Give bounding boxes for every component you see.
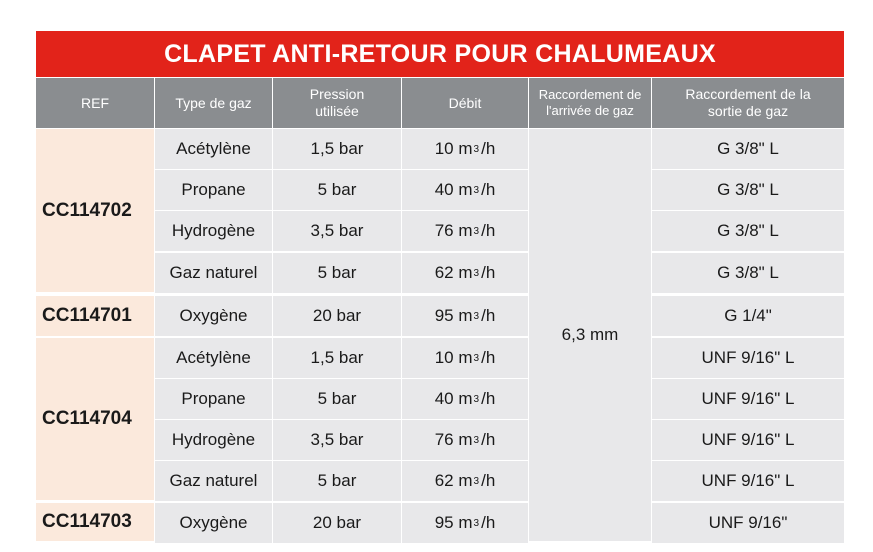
header-arrivee: [529, 78, 651, 128]
header-pression-line1: Pression: [309, 86, 365, 102]
flow-exponent: 3: [473, 267, 480, 279]
ref-label: CC114701: [42, 305, 132, 326]
flow-value: 10: [434, 348, 454, 367]
flow-exponent: 3: [473, 310, 480, 322]
pressure-cell: [273, 211, 401, 251]
pressure-cell: [273, 379, 401, 419]
flow-value: 40: [434, 180, 454, 199]
gas-type-cell: [155, 420, 272, 460]
flow-suffix: /h: [481, 139, 496, 158]
outlet-value: UNF 9/16" L: [701, 389, 795, 408]
gas-type-cell: [155, 170, 272, 210]
pressure-value: 1,5 bar: [310, 139, 364, 158]
flow-exponent: 3: [473, 517, 480, 529]
header-sortie-line1: Raccordement de la: [685, 86, 811, 102]
header-arrivee-line1: Raccordement de: [538, 87, 642, 102]
flow-value: 76: [434, 430, 454, 449]
ref-cell: [36, 129, 154, 292]
outlet-value: G 3/8" L: [717, 180, 779, 199]
flow-exponent: 3: [473, 143, 480, 155]
gas-type-cell: [155, 461, 272, 501]
pressure-cell: [273, 420, 401, 460]
header-type: [155, 78, 272, 128]
flow-value: 95: [434, 306, 454, 325]
outlet-cell: [652, 129, 844, 169]
gas-type-value: Acétylène: [176, 139, 251, 158]
gas-type-cell: [155, 211, 272, 251]
flow-cell: [402, 296, 528, 336]
flow-cell: [402, 420, 528, 460]
flow-cell: [402, 379, 528, 419]
gas-type-cell: [155, 253, 272, 293]
gas-type-value: Propane: [181, 180, 246, 199]
gas-type-cell: [155, 129, 272, 169]
pressure-value: 20 bar: [312, 306, 362, 325]
ref-cell: [36, 296, 154, 336]
header-type-label: Type de gaz: [175, 94, 252, 111]
gas-type-cell: [155, 379, 272, 419]
gas-type-cell: [155, 503, 272, 543]
gas-type-value: Hydrogène: [171, 221, 256, 240]
pressure-cell: [273, 461, 401, 501]
flow-exponent: 3: [473, 434, 480, 446]
header-debit: [402, 78, 528, 128]
pressure-cell: [273, 253, 401, 293]
outlet-value: G 1/4": [724, 306, 772, 325]
flow-cell: [402, 338, 528, 378]
outlet-cell: [652, 338, 844, 378]
ref-label: CC114702: [42, 199, 132, 221]
ref-cell: [36, 503, 154, 541]
header-arrivee-line2: l'arrivée de gaz: [546, 103, 634, 118]
outlet-value: UNF 9/16": [708, 513, 788, 532]
flow-suffix: /h: [481, 263, 496, 282]
gas-type-value: Oxygène: [179, 306, 248, 325]
flow-cell: [402, 170, 528, 210]
pressure-cell: [273, 503, 401, 543]
flow-suffix: /h: [481, 348, 496, 367]
flow-unit: m: [458, 306, 473, 325]
ref-label: CC114704: [42, 408, 132, 429]
flow-value: 95: [434, 513, 454, 532]
flow-cell: [402, 503, 528, 543]
pressure-cell: [273, 129, 401, 169]
gas-type-value: Gaz naturel: [169, 263, 258, 282]
flow-cell: [402, 129, 528, 169]
flow-unit: m: [458, 389, 473, 408]
outlet-cell: [652, 461, 844, 501]
gas-type-cell: [155, 296, 272, 336]
outlet-cell: [652, 253, 844, 293]
flow-unit: m: [458, 430, 473, 449]
header-pression: [273, 78, 401, 128]
header-ref: [36, 78, 154, 128]
flow-unit: m: [458, 139, 473, 158]
flow-suffix: /h: [481, 306, 496, 325]
flow-suffix: /h: [481, 180, 496, 199]
outlet-value: UNF 9/16" L: [701, 471, 795, 490]
pressure-cell: [273, 170, 401, 210]
flow-suffix: /h: [481, 513, 496, 532]
outlet-cell: [652, 379, 844, 419]
flow-exponent: 3: [473, 352, 480, 364]
flow-value: 10: [434, 139, 454, 158]
outlet-value: G 3/8" L: [717, 263, 779, 282]
outlet-value: G 3/8" L: [717, 139, 779, 158]
gas-type-value: Propane: [181, 389, 246, 408]
outlet-cell: [652, 296, 844, 336]
header-debit-label: Débit: [448, 94, 482, 111]
table-title: CLAPET ANTI-RETOUR POUR CHALUMEAUX: [36, 31, 844, 77]
pressure-value: 1,5 bar: [310, 348, 364, 367]
outlet-cell: [652, 211, 844, 251]
pressure-value: 5 bar: [317, 180, 357, 199]
pressure-value: 3,5 bar: [310, 430, 364, 449]
pressure-cell: [273, 338, 401, 378]
pressure-value: 5 bar: [317, 263, 357, 282]
pressure-value: 20 bar: [312, 513, 362, 532]
outlet-value: G 3/8" L: [717, 221, 779, 240]
outlet-cell: [652, 503, 844, 543]
flow-unit: m: [458, 513, 473, 532]
gas-type-cell: [155, 338, 272, 378]
header-ref-label: REF: [81, 94, 109, 111]
flow-exponent: 3: [473, 184, 480, 196]
flow-unit: m: [458, 471, 473, 490]
header-sortie-line2: sortie de gaz: [707, 103, 789, 119]
flow-value: 76: [434, 221, 454, 240]
flow-suffix: /h: [481, 430, 496, 449]
gas-type-value: Gaz naturel: [169, 471, 258, 490]
flow-unit: m: [458, 348, 473, 367]
pressure-value: 3,5 bar: [310, 221, 364, 240]
flow-unit: m: [458, 180, 473, 199]
flow-exponent: 3: [473, 393, 480, 405]
flow-exponent: 3: [473, 475, 480, 487]
arrivee-value: 6,3 mm: [561, 325, 619, 344]
flow-suffix: /h: [481, 471, 496, 490]
header-pression-line2: utilisée: [315, 103, 359, 119]
ref-label: CC114703: [42, 511, 132, 532]
flow-unit: m: [458, 221, 473, 240]
flow-suffix: /h: [481, 389, 496, 408]
gas-type-value: Oxygène: [179, 513, 248, 532]
flow-cell: [402, 253, 528, 293]
pressure-value: 5 bar: [317, 471, 357, 490]
outlet-value: UNF 9/16" L: [701, 348, 795, 367]
ref-cell: [36, 338, 154, 500]
flow-cell: [402, 211, 528, 251]
outlet-cell: [652, 420, 844, 460]
pressure-cell: [273, 296, 401, 336]
pressure-value: 5 bar: [317, 389, 357, 408]
flow-exponent: 3: [473, 225, 480, 237]
outlet-value: UNF 9/16" L: [701, 430, 795, 449]
outlet-cell: [652, 170, 844, 210]
gas-type-value: Hydrogène: [171, 430, 256, 449]
arrivee-cell: [529, 129, 651, 541]
flow-value: 40: [434, 389, 454, 408]
flow-unit: m: [458, 263, 473, 282]
flow-cell: [402, 461, 528, 501]
flow-value: 62: [434, 471, 454, 490]
flow-value: 62: [434, 263, 454, 282]
gas-type-value: Acétylène: [176, 348, 251, 367]
header-sortie: [652, 78, 844, 128]
flow-suffix: /h: [481, 221, 496, 240]
